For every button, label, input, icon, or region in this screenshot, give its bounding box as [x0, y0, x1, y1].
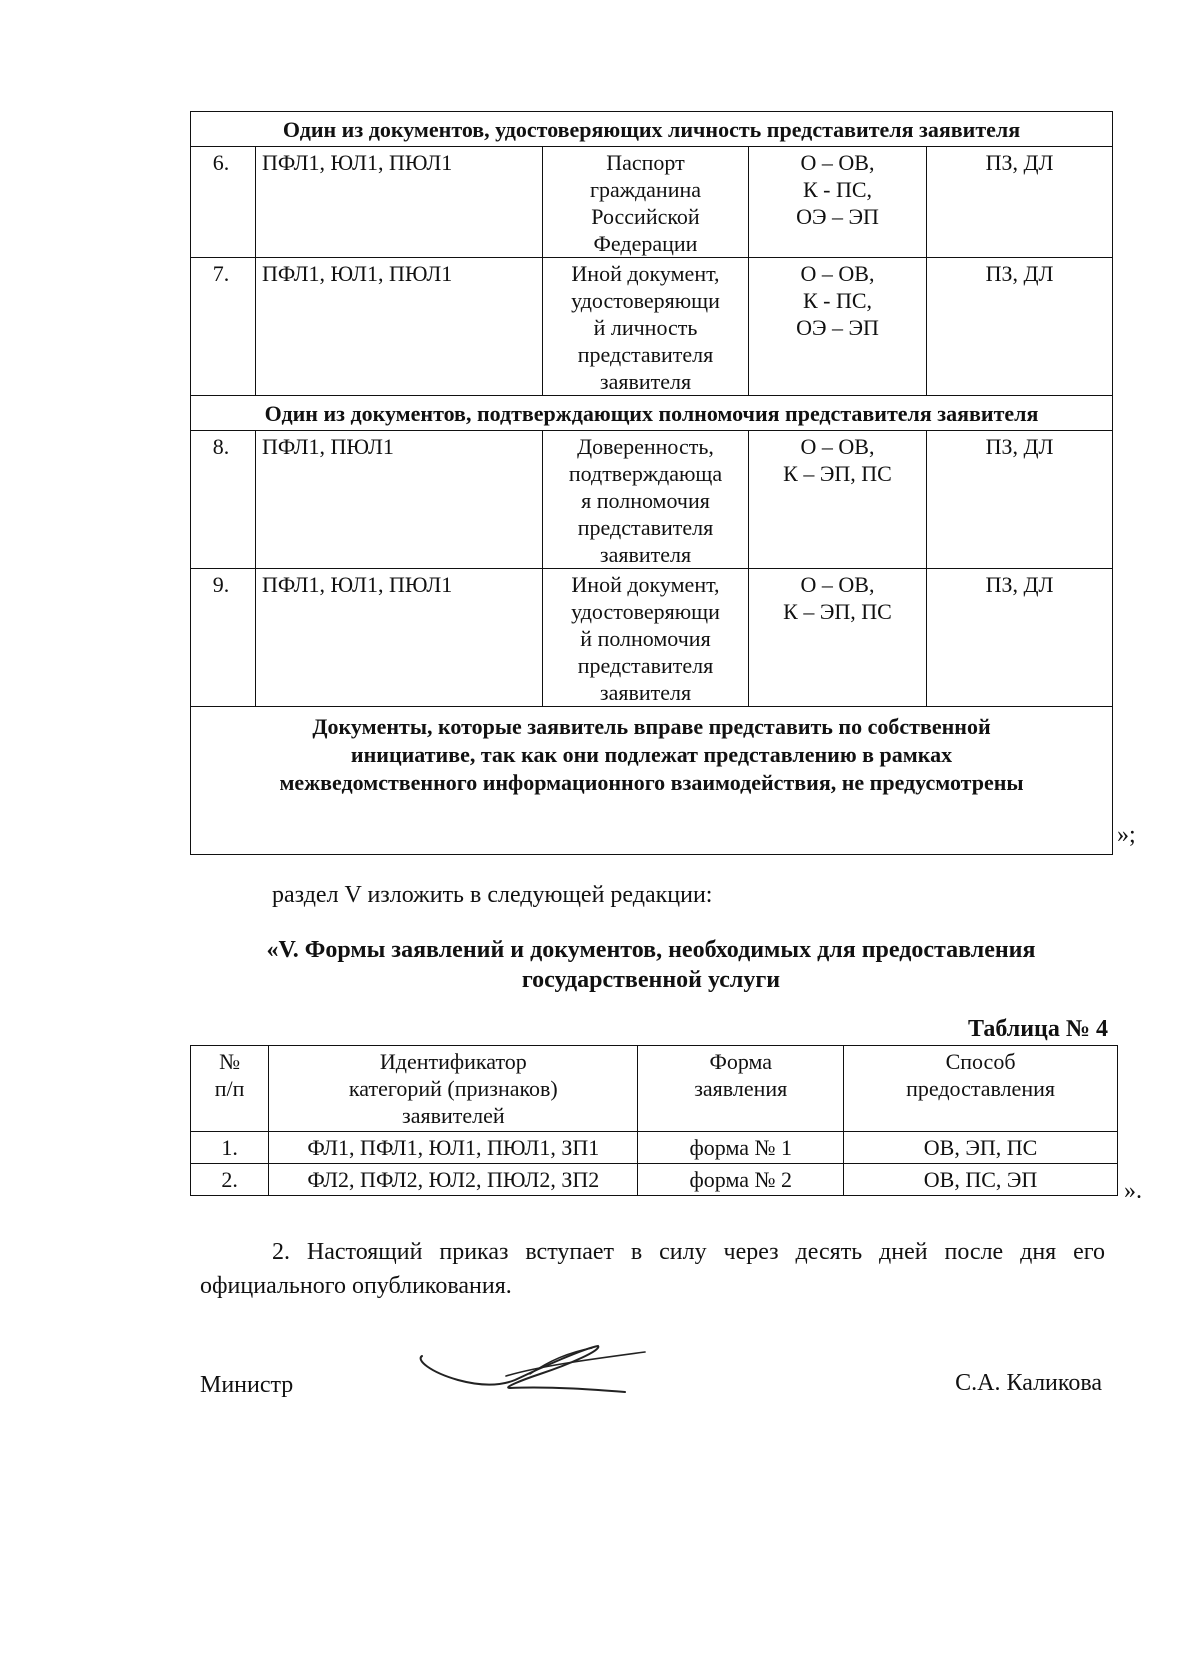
table-cell: ФЛ1, ПФЛ1, ЮЛ1, ПЮЛ1, ЗП1	[269, 1132, 638, 1164]
final-line: инициативе, так как они подлежат представлению в рамках	[350, 742, 953, 767]
doc-line: Иной документ,	[571, 572, 720, 597]
closing-quote-mark: »;	[1117, 822, 1136, 848]
row-categories: ПФЛ1, ЮЛ1, ПЮЛ1	[256, 258, 543, 396]
table-cell: ОВ, ЭП, ПС	[844, 1132, 1118, 1164]
table-header-row	[191, 1046, 1118, 1132]
row-categories: ПФЛ1, ЮЛ1, ПЮЛ1	[256, 569, 543, 707]
doc-line: представителя	[577, 342, 714, 367]
section-row	[191, 112, 1113, 147]
final-section-text	[191, 707, 1113, 855]
table-row	[191, 147, 1113, 258]
section-heading	[190, 935, 1112, 995]
table-row	[191, 431, 1113, 569]
header-line: №	[219, 1049, 241, 1074]
table-row	[191, 569, 1113, 707]
form-line: К - ПС,	[802, 177, 873, 202]
doc-line: представителя	[577, 515, 714, 540]
signatory-name: С.А. Каликова	[955, 1370, 1102, 1396]
table-cell: ФЛ2, ПФЛ2, ЮЛ2, ПЮЛ2, ЗП2	[269, 1164, 638, 1196]
table-cell: 2.	[191, 1164, 269, 1196]
row-document	[543, 147, 749, 258]
documents-table	[190, 111, 1113, 855]
table-row	[191, 258, 1113, 396]
doc-line: й полномочия	[580, 626, 711, 651]
section-row	[191, 396, 1113, 431]
doc-line: удостоверяющи	[571, 288, 720, 313]
doc-line: заявителя	[599, 369, 692, 394]
handwritten-signature	[410, 1330, 660, 1420]
header-line: заявления	[694, 1076, 788, 1101]
row-recipient: ПЗ, ДЛ	[927, 569, 1113, 707]
doc-line: заявителя	[599, 542, 692, 567]
paragraph-2: 2. Настоящий приказ вступает в силу через десять дней после дня его официального опубликования.	[200, 1239, 1105, 1299]
table-row	[191, 1164, 1118, 1196]
form-line: О – ОВ,	[800, 434, 875, 459]
row-number: 8.	[191, 431, 256, 569]
header-cell	[638, 1046, 844, 1132]
doc-line: Доверенность,	[577, 434, 714, 459]
row-document	[543, 569, 749, 707]
section-title: Один из документов, удостоверяющих личность представителя заявителя	[191, 112, 1113, 147]
row-recipient: ПЗ, ДЛ	[927, 147, 1113, 258]
final-line: межведомственного информационного взаимодействия, не предусмотрены	[279, 770, 1024, 795]
form-line: ОЭ – ЭП	[796, 315, 879, 340]
doc-line: заявителя	[599, 680, 692, 705]
row-form	[749, 569, 927, 707]
row-recipient: ПЗ, ДЛ	[927, 258, 1113, 396]
doc-line: Федерации	[593, 231, 698, 256]
table-cell: форма № 1	[638, 1132, 844, 1164]
header-cell	[844, 1046, 1118, 1132]
closing-quote-mark: ».	[1124, 1178, 1142, 1204]
row-number: 9.	[191, 569, 256, 707]
header-line: предоставления	[906, 1076, 1055, 1101]
header-line: Форма	[709, 1049, 773, 1074]
form-line: О – ОВ,	[800, 261, 875, 286]
row-form	[749, 431, 927, 569]
doc-line: гражданина	[589, 177, 702, 202]
row-categories: ПФЛ1, ПЮЛ1	[256, 431, 543, 569]
header-line: категорий (признаков)	[348, 1076, 558, 1101]
doc-line: представителя	[577, 653, 714, 678]
forms-table	[190, 1045, 1118, 1196]
header-line: Идентификатор	[379, 1049, 527, 1074]
doc-line: Паспорт	[606, 150, 685, 175]
table-caption: Таблица № 4	[967, 1016, 1108, 1042]
header-cell	[269, 1046, 638, 1132]
section-title: Один из документов, подтверждающих полномочия представителя заявителя	[191, 396, 1113, 431]
heading-line: государственной услуги	[521, 967, 781, 993]
signatory-position: Министр	[200, 1372, 294, 1398]
row-document	[543, 258, 749, 396]
doc-line: Иной документ,	[571, 261, 720, 286]
final-section-row	[191, 707, 1113, 855]
table-cell: форма № 2	[638, 1164, 844, 1196]
header-line: Способ	[945, 1049, 1016, 1074]
row-number: 7.	[191, 258, 256, 396]
heading-line: «V. Формы заявлений и документов, необходимых для предоставления	[266, 937, 1036, 963]
table-row	[191, 1132, 1118, 1164]
doc-line: удостоверяющи	[571, 599, 720, 624]
row-categories: ПФЛ1, ЮЛ1, ПЮЛ1	[256, 147, 543, 258]
form-line: ОЭ – ЭП	[796, 204, 879, 229]
final-line: Документы, которые заявитель вправе представить по собственной	[312, 714, 991, 739]
doc-line: й личность	[593, 315, 698, 340]
row-document	[543, 431, 749, 569]
doc-line: я полномочия	[581, 488, 710, 513]
table-cell: 1.	[191, 1132, 269, 1164]
razdel-text: раздел V изложить в следующей редакции:	[272, 882, 713, 908]
doc-line: подтверждающа	[568, 461, 723, 486]
header-cell	[191, 1046, 269, 1132]
form-line: О – ОВ,	[800, 572, 875, 597]
row-recipient: ПЗ, ДЛ	[927, 431, 1113, 569]
doc-line: Российской	[591, 204, 700, 229]
row-form	[749, 147, 927, 258]
header-line: заявителей	[402, 1103, 505, 1128]
row-form	[749, 258, 927, 396]
form-line: К – ЭП, ПС	[783, 599, 892, 624]
table-cell: ОВ, ПС, ЭП	[844, 1164, 1118, 1196]
header-line: п/п	[214, 1076, 245, 1101]
form-line: К - ПС,	[802, 288, 873, 313]
form-line: К – ЭП, ПС	[783, 461, 892, 486]
row-number: 6.	[191, 147, 256, 258]
form-line: О – ОВ,	[800, 150, 875, 175]
